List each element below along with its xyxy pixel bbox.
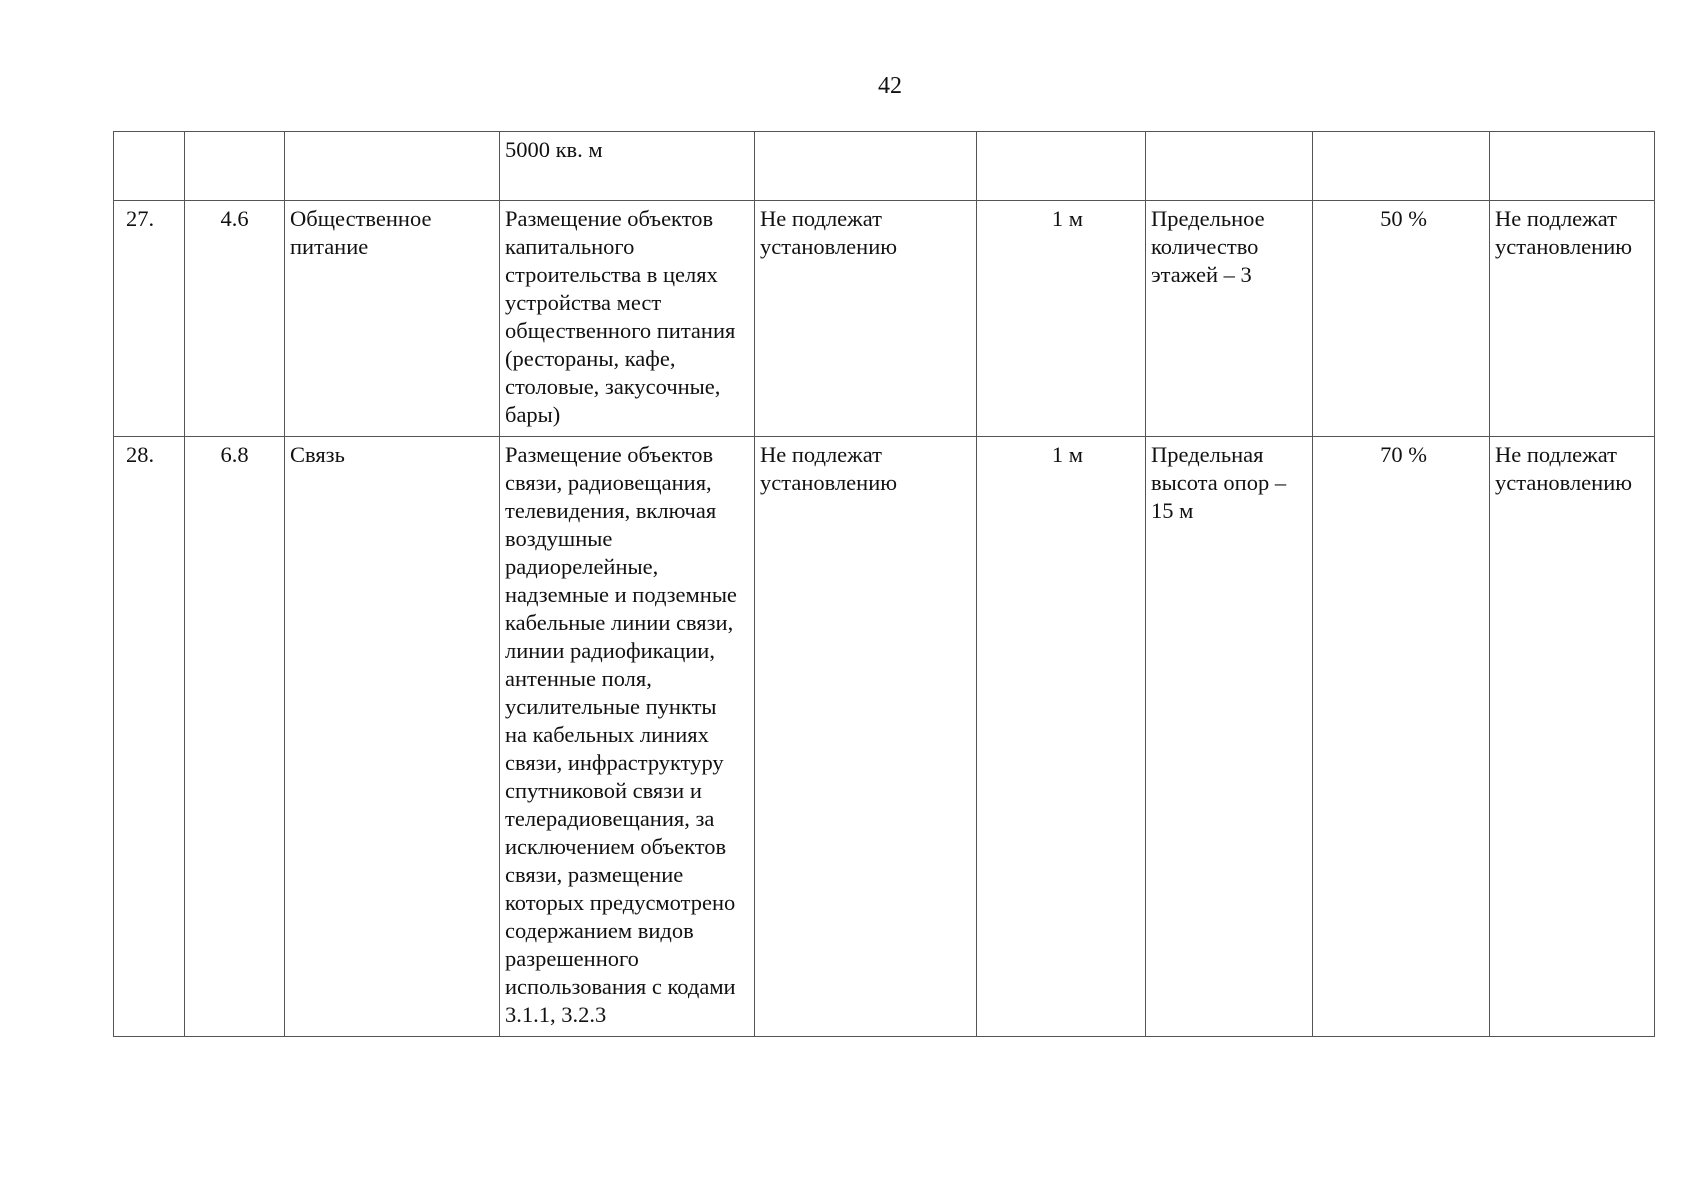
other-params-cell <box>1490 132 1655 201</box>
max-coverage-percent-cell <box>1313 132 1490 201</box>
max-coverage-percent-cell <box>1313 201 1490 437</box>
cell-text-line: Связь <box>290 442 345 467</box>
cell-text-line: которых предусмотрено <box>505 890 736 915</box>
use-description-cell <box>500 132 755 201</box>
cell-text-line: Размещение объектов <box>505 206 714 231</box>
other-params-cell <box>1490 437 1655 1037</box>
row-number-cell <box>114 437 185 1037</box>
row-number-cell <box>114 132 185 201</box>
cell-text: 70 % <box>1380 442 1427 467</box>
cell-text-line: использования с кодами <box>505 974 736 999</box>
min-setback-cell <box>977 201 1146 437</box>
cell-text-line: Предельная <box>1151 442 1264 467</box>
cell-text-line: капитального <box>505 234 635 259</box>
cell-text-line: Общественное <box>290 206 432 231</box>
min-setback-cell <box>977 132 1146 201</box>
cell-text-line: установлению <box>760 234 898 259</box>
cell-text: 4.6 <box>220 206 249 231</box>
cell-text: 6.8 <box>220 442 249 467</box>
cell-text-line: Не подлежат <box>1495 442 1617 467</box>
cell-text-line: установлению <box>1495 234 1633 259</box>
cell-text-line: Предельное <box>1151 206 1265 231</box>
max-floors-height-cell <box>1146 132 1313 201</box>
cell-text-line: количество <box>1151 234 1259 259</box>
max-floors-height-cell <box>1146 437 1313 1037</box>
cell-text-line: усилительные пункты <box>505 694 717 719</box>
cell-text: 1 м <box>1051 442 1083 467</box>
table-row <box>114 132 1655 201</box>
use-code-cell <box>185 132 285 201</box>
cell-text-line: бары) <box>505 402 561 427</box>
cell-text-line: спутниковой связи и <box>505 778 702 803</box>
cell-text: 28. <box>126 442 155 467</box>
cell-text-line: устройства мест <box>505 290 662 315</box>
other-params-cell <box>1490 201 1655 437</box>
cell-text-line: установлению <box>1495 470 1633 495</box>
use-name-cell <box>285 201 500 437</box>
cell-text-line: кабельные линии связи, <box>505 610 734 635</box>
cell-text-line: 15 м <box>1151 498 1194 523</box>
min-setback-cell <box>977 437 1146 1037</box>
use-description-cell <box>500 437 755 1037</box>
row-number-cell <box>114 201 185 437</box>
page-number: 42 <box>878 73 902 99</box>
table-row <box>114 437 1655 1037</box>
max-coverage-percent-cell <box>1313 437 1490 1037</box>
cell-text-line: разрешенного <box>505 946 639 971</box>
min-max-area-cell <box>755 132 977 201</box>
cell-text: 27. <box>126 206 155 231</box>
cell-text-line: радиорелейные, <box>505 554 659 579</box>
cell-text-line: высота опор – <box>1151 470 1287 495</box>
min-max-area-cell <box>755 201 977 437</box>
cell-text-line: Не подлежат <box>760 206 882 231</box>
cell-text-line: питание <box>290 234 369 259</box>
use-code-cell <box>185 201 285 437</box>
use-name-cell <box>285 437 500 1037</box>
cell-text-line: связи, инфраструктуру <box>505 750 724 775</box>
cell-text-line: надземные и подземные <box>505 582 737 607</box>
cell-text-line: исключением объектов <box>505 834 727 859</box>
cell-text: 50 % <box>1380 206 1427 231</box>
cell-text-line: на кабельных линиях <box>505 722 709 747</box>
cell-text-line: общественного питания <box>505 318 736 343</box>
cell-text-line: строительства в целях <box>505 262 718 287</box>
cell-text-line: Не подлежат <box>1495 206 1617 231</box>
cell-text-line: (рестораны, кафе, <box>505 346 676 371</box>
min-max-area-cell <box>755 437 977 1037</box>
cell-text-line: Не подлежат <box>760 442 882 467</box>
use-code-cell <box>185 437 285 1037</box>
cell-text-line: 5000 кв. м <box>505 137 603 162</box>
use-name-cell <box>285 132 500 201</box>
cell-text-line: содержанием видов <box>505 918 694 943</box>
cell-text-line: связи, радиовещания, <box>505 470 712 495</box>
cell-text-line: телерадиовещания, за <box>505 806 715 831</box>
cell-text-line: Размещение объектов <box>505 442 714 467</box>
use-description-cell <box>500 201 755 437</box>
cell-text-line: 3.1.1, 3.2.3 <box>505 1002 607 1027</box>
cell-text-line: установлению <box>760 470 898 495</box>
cell-text-line: телевидения, включая <box>505 498 717 523</box>
cell-text-line: этажей – 3 <box>1151 262 1252 287</box>
table-row <box>114 201 1655 437</box>
cell-text: 1 м <box>1051 206 1083 231</box>
cell-text-line: связи, размещение <box>505 862 684 887</box>
zoning-regulations-table <box>113 131 1655 1037</box>
cell-text-line: воздушные <box>505 526 613 551</box>
cell-text-line: антенные поля, <box>505 666 652 691</box>
cell-text-line: столовые, закусочные, <box>505 374 721 399</box>
cell-text-line: линии радиофикации, <box>505 638 715 663</box>
max-floors-height-cell <box>1146 201 1313 437</box>
